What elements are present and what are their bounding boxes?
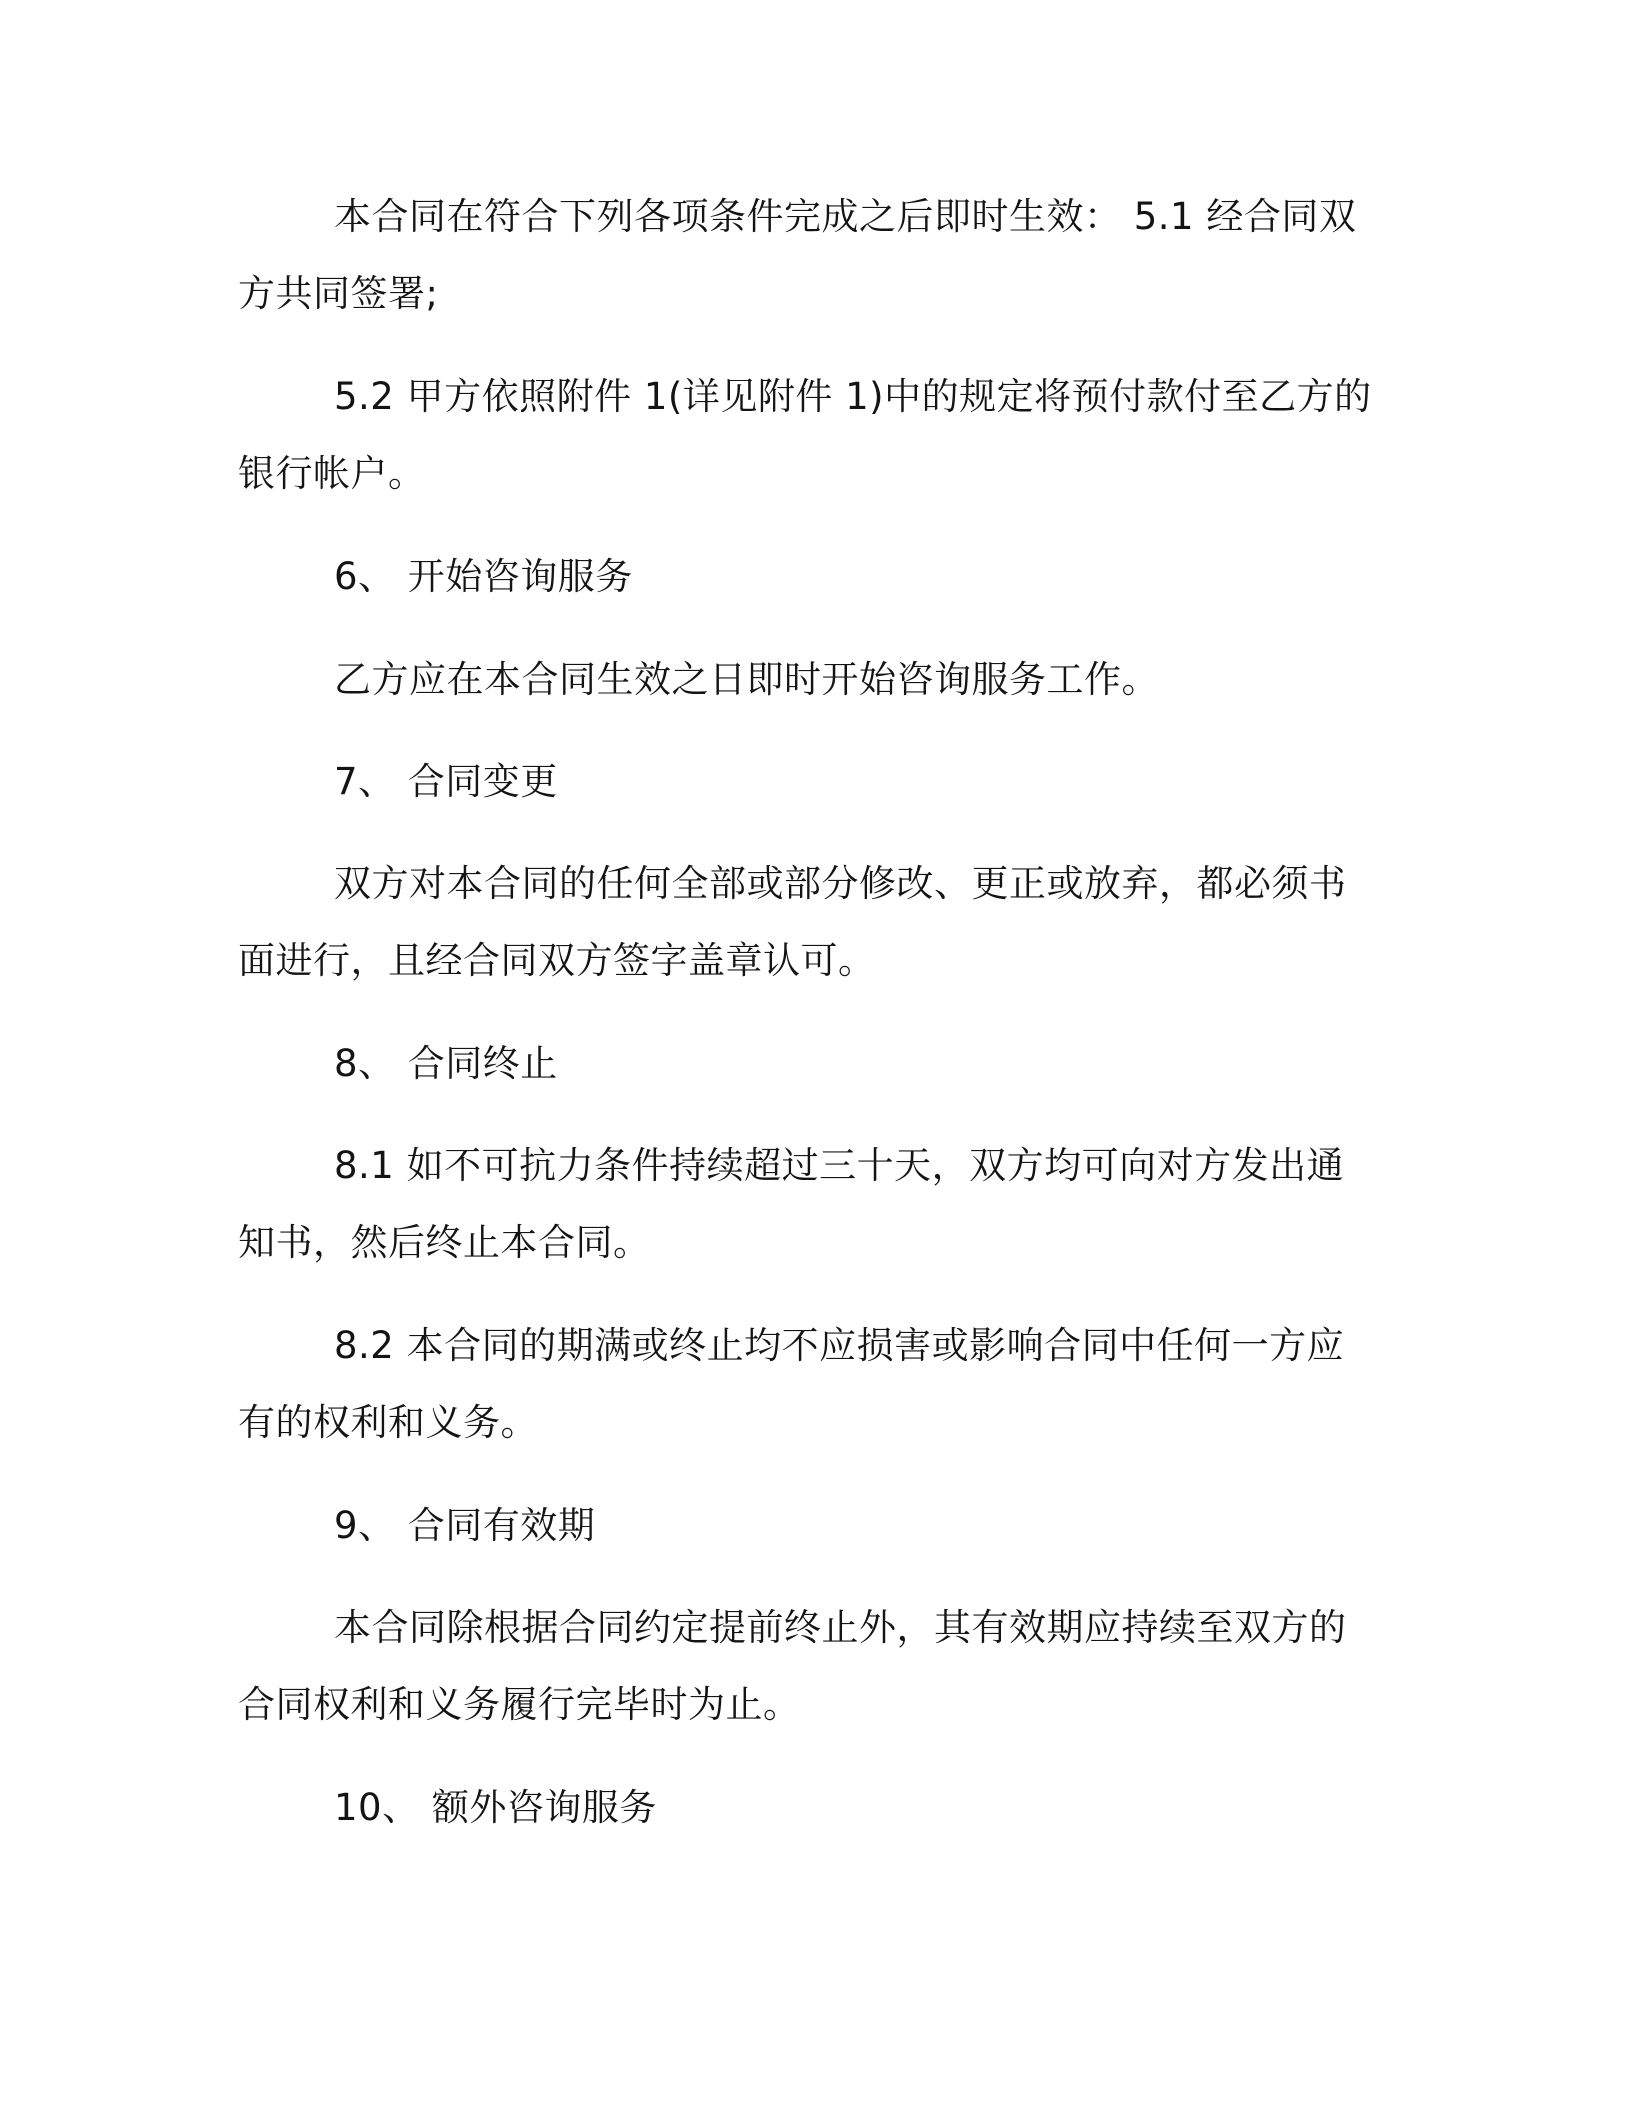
section-heading-10: 10、 额外咨询服务 xyxy=(334,1786,657,1829)
paragraph-validity-period: 本合同除根据合同约定提前终止外，其有效期应持续至双方的合同权利和义务履行完毕时为止。 xyxy=(238,1606,1347,1726)
section-heading-7: 7、 合同变更 xyxy=(334,760,558,803)
paragraph-effective-conditions: 本合同在符合下列各项条件完成之后即时生效： 5.1 经合同双方共同签署; xyxy=(238,195,1357,315)
paragraph-prepayment: 5.2 甲方依照附件 1(详见附件 1)中的规定将预付款付至乙方的银行帐户。 xyxy=(238,375,1372,495)
paragraph-termination-8-2: 8.2 本合同的期满或终止均不应损害或影响合同中任何一方应有的权利和义务。 xyxy=(238,1324,1345,1444)
paragraph-start-service: 乙方应在本合同生效之日即时开始咨询服务工作。 xyxy=(334,658,1159,701)
paragraph-termination-8-1: 8.1 如不可抗力条件持续超过三十天，双方均可向对方发出通知书，然后终止本合同。 xyxy=(238,1144,1345,1264)
paragraph-contract-change: 双方对本合同的任何全部或部分修改、更正或放弃，都必须书面进行，且经合同双方签字盖章认可。 xyxy=(238,862,1347,982)
section-heading-8: 8、 合同终止 xyxy=(334,1042,558,1085)
section-heading-6: 6、 开始咨询服务 xyxy=(334,555,633,598)
section-heading-9: 9、 合同有效期 xyxy=(334,1504,596,1547)
